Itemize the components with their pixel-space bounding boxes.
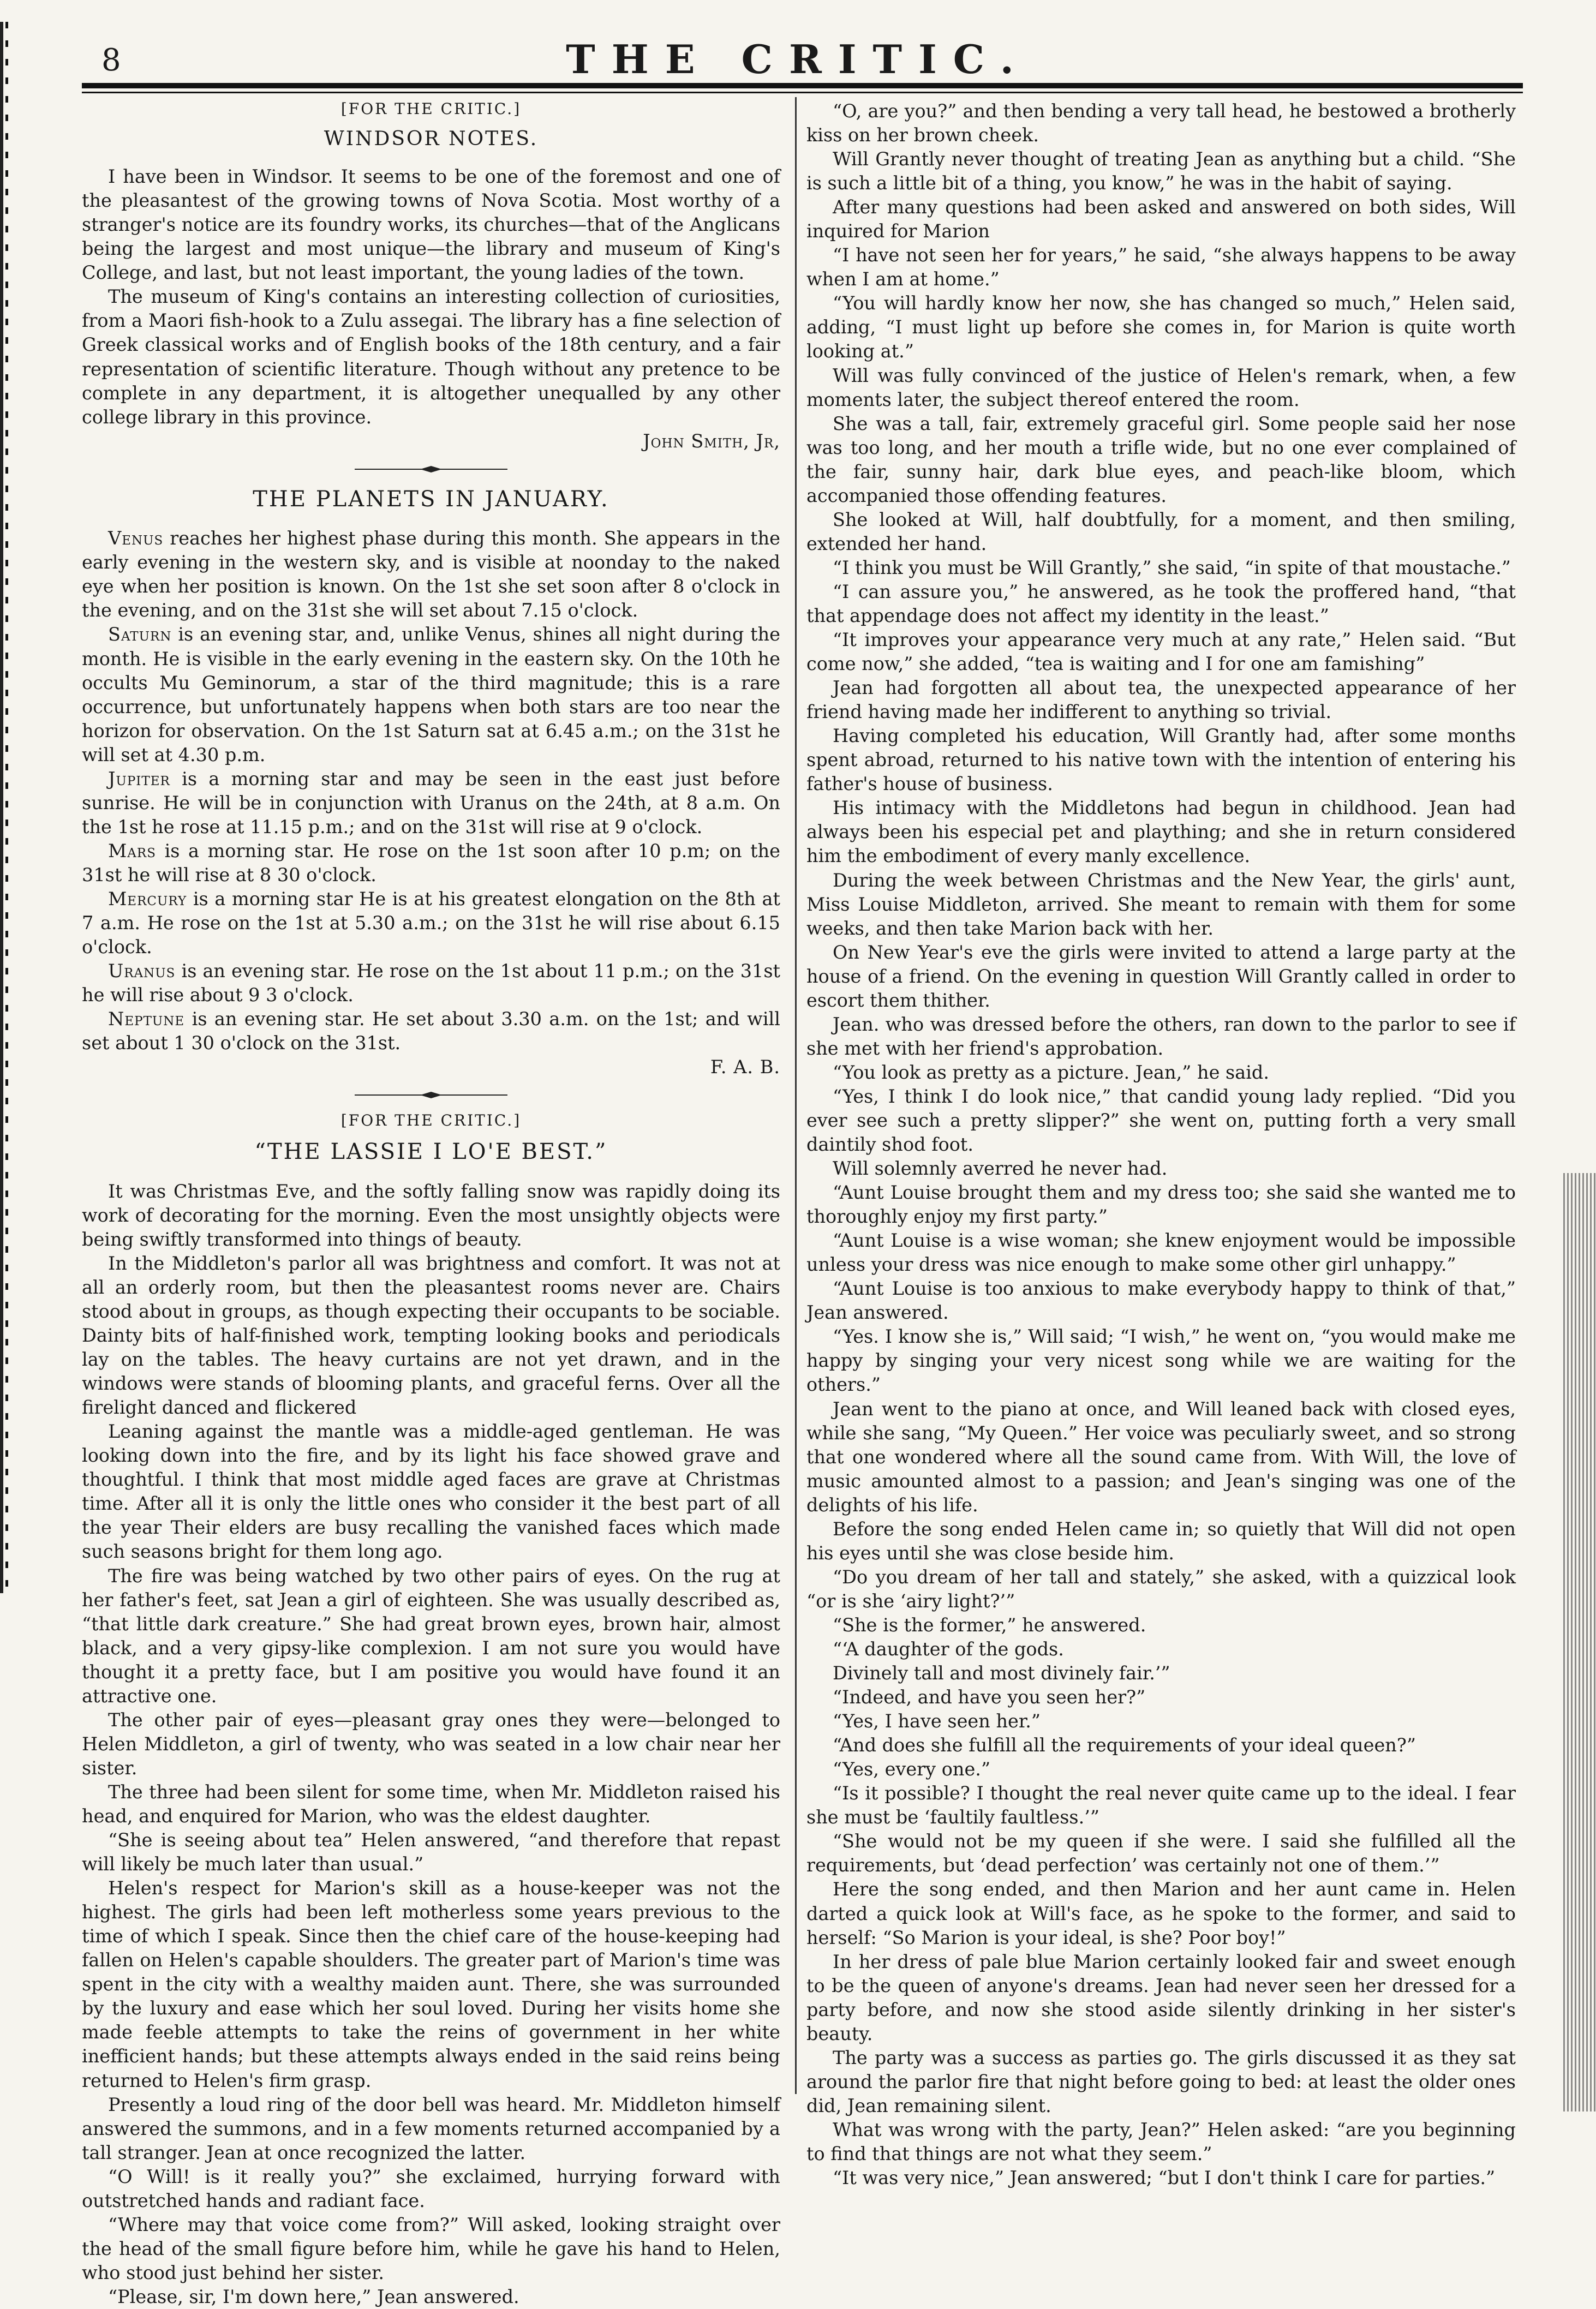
article-planets <box>82 485 780 1080</box>
story-paragraph: “Where may that voice come from?” Will asked, looking straight over the head of the small figure before him, while he gave his hand to Helen, who stood just behind her sister. <box>82 2214 780 2283</box>
planet-list <box>82 527 780 1055</box>
page-number: 8 <box>101 43 121 78</box>
story-paragraph: Before the song ended Helen came in; so quietly that Will did not open his eyes until she was close beside him. <box>806 1518 1516 1564</box>
story-paragraph: Here the song ended, and then Marion and her aunt came in. Helen darted a quick look at Will's face, as he spoke to the former, and said to herself: “So Marion is your ideal, is she? Poor boy!” <box>806 1879 1516 1948</box>
article-title: WINDSOR NOTES. <box>324 127 539 150</box>
story-paragraph: “She is seeing about tea” Helen answered, “and therefore that repast will likely be much later than usual.” <box>82 1829 780 1875</box>
story-paragraph: “Please, sir, I'm down here,” Jean answered. <box>108 2286 519 2307</box>
article-story <box>82 1111 780 2309</box>
column-divider <box>795 97 797 2094</box>
story-paragraph: Divinely tall and most divinely fair.’” <box>833 1662 1170 1684</box>
story-body-right <box>806 99 1516 2190</box>
story-paragraph: “O, are you?” and then bending a very tall head, he bestowed a brotherly kiss on her brown cheek. <box>806 100 1516 146</box>
story-paragraph: The fire was being watched by two other pairs of eyes. On the rug at her father's feet, sat Jean a girl of eighteen. She was usually described as, “that little dark creature.” She had great brown eyes, brown hair, almost black, and a very gipsy-like complexion. I am not sure you would have thought it a pretty face, but I am positive you would have found it an attractive one. <box>82 1565 780 1707</box>
story-paragraph: In the Middleton's parlor all was brightness and comfort. It was not at all an orderly room, but then the pleasantest rooms never are. Chairs stood about in groups, as though expecting their occupants to be sociable. Dainty bits of half-finished work, tempting looking books and periodicals lay on the tables. The heavy curtains are not yet drawn, and in the windows were stands of blooming plants, and graceful ferns. Over all the firelight danced and flickered <box>82 1252 780 1419</box>
story-paragraph: “Aunt Louise is too anxious to make everybody happy to think of that,” Jean answered. <box>806 1278 1516 1324</box>
story-paragraph: “I have not seen her for years,” he said, “she always happens to be away when I am at home.” <box>806 244 1516 290</box>
planet-name: Jupiter <box>108 768 170 789</box>
story-paragraph: “O Will! is it really you?” she exclaimed, hurrying forward with outstretched hands and radiant face. <box>82 2166 780 2211</box>
planet-name: Venus <box>108 528 164 549</box>
planet-text: is a morning star and may be seen in the east just before sunrise. He will be in conjunction with Uranus on the 24th, at 8 a.m. On the 1st he rose at 11.15 p.m.; and on the 31st will rise at 9 o'clock. <box>82 768 780 838</box>
story-paragraph: “Aunt Louise is a wise woman; she knew enjoyment would be impossible unless your dress was nice enough to make some other girl unhappy.” <box>806 1230 1516 1276</box>
planet-name: Saturn <box>108 624 172 645</box>
planet-entry <box>82 767 780 839</box>
story-paragraph: “She is the former,” he answered. <box>833 1614 1146 1636</box>
story-paragraph: Having completed his education, Will Grantly had, after some months spent abroad, returned to his native town with the intention of entering his father's house of business. <box>806 725 1516 795</box>
header-rule-thin <box>82 92 1523 93</box>
story-paragraph: Helen's respect for Marion's skill as a house-keeper was not the highest. The girls had been left motherless some years previous to the time of which I speak. Since then the chief care of the house-keeping had fallen on Helen's capable shoulders. The greater part of Marion's time was spent in the city with a wealthy maiden aunt. There, she was surrounded by the luxury and ease which her soul loved. During her visits home she made feeble attempts to take the reins of government in her white inefficient hands; but these attempts always ended in the said reins being returned to Helen's firm grasp. <box>82 1877 780 2091</box>
story-paragraph: She looked at Will, half doubtfully, for a moment, and then smiling, extended her hand. <box>806 509 1516 554</box>
page-header <box>0 33 1596 82</box>
story-paragraph: Jean had forgotten all about tea, the unexpected appearance of her friend having made her indifferent to anything so trivial. <box>806 677 1516 723</box>
story-paragraph: “I think you must be Will Grantly,” she said, “in spite of that moustache.” <box>833 557 1511 578</box>
story-paragraph: His intimacy with the Middletons had begun in childhood. Jean had always been his especial pet and plaything; and she in return considered him the embodiment of every manly excellence. <box>806 797 1516 867</box>
article-kicker: [FOR THE CRITIC.] <box>340 100 522 118</box>
section-ornament <box>355 465 507 473</box>
planet-entry <box>82 623 780 767</box>
story-paragraph: “‘A daughter of the gods. <box>833 1638 1064 1660</box>
signature-line <box>82 1055 780 1079</box>
header-rule-thick <box>82 83 1523 88</box>
right-column <box>806 99 1516 2190</box>
story-paragraph: “She would not be my queen if she were. I said she fulfilled all the requirements, but ‘dead perfection’ was certainly not one of them.’” <box>806 1831 1516 1876</box>
paragraph: I have been in Windsor. It seems to be one of the foremost and one of the pleasantest of the growing towns of Nova Scotia. Most worthy of a stranger's notice are its foundry works, its churches—that of the Anglicans being the largest and most unique—the library and museum of King's College, and last, but not least important, the young ladies of the town. <box>82 166 780 284</box>
story-paragraph: “Aunt Louise brought them and my dress too; she said she wanted me to thoroughly enjoy my first party.” <box>806 1182 1516 1228</box>
story-paragraph: “It was very nice,” Jean answered; “but I don't think I care for parties.” <box>833 2167 1496 2189</box>
planet-name: Mars <box>108 840 156 862</box>
page-edge-right <box>1563 1173 1596 2111</box>
story-paragraph: Will solemnly averred he never had. <box>833 1158 1168 1180</box>
story-paragraph: “Yes, I have seen her.” <box>833 1710 1041 1732</box>
story-paragraph: “Indeed, and have you seen her?” <box>833 1686 1146 1708</box>
story-paragraph: Jean went to the piano at once, and Will leaned back with closed eyes, while she sang, “My Queen.” Her voice was peculiarly sweet, and so strong that one wondered where all the sound came from. With Will, the love of music amounted almost to a passion; and Jean's singing was one of the delights of his life. <box>806 1398 1516 1516</box>
planet-entry <box>82 1007 780 1055</box>
story-paragraph: Presently a loud ring of the door bell was heard. Mr. Middleton himself answered the summons, and in a few moments returned accompanied by a tall stranger. Jean at once recognized the latter. <box>82 2093 780 2163</box>
planet-text: is an evening star. He rose on the 1st about 11 p.m.; on the 31st he will rise about 9 3 o'clock. <box>82 960 780 1006</box>
planet-entry <box>82 887 780 959</box>
article-windsor-notes <box>82 99 780 453</box>
story-paragraph: “Yes, every one.” <box>833 1758 991 1780</box>
planet-text: reaches her highest phase during this month. She appears in the early evening in the western sky, and is visible at noonday to the naked eye when her position is known. On the 1st she set soon after 8 o'clock in the evening, and on the 31st she will set about 7.15 o'clock. <box>82 528 780 621</box>
planet-name: Uranus <box>108 960 176 982</box>
planet-name: Mercury <box>108 888 187 910</box>
left-column <box>82 99 780 2309</box>
article-title: “THE LASSIE I LO'E BEST.” <box>254 1139 608 1165</box>
story-paragraph: The other pair of eyes—pleasant gray ones they were—belonged to Helen Middleton, a girl of twenty, who was seated in a low chair near her sister. <box>82 1709 780 1779</box>
author-signature: F. A. B. <box>710 1056 780 1078</box>
masthead: THE CRITIC. <box>566 36 1030 82</box>
story-paragraph: “Yes. I know she is,” Will said; “I wish,” he went on, “you would make me happy by singing your very nicest song while we are waiting for the others.” <box>806 1326 1516 1396</box>
planet-text: is an evening star. He set about 3.30 a.m. on the 1st; and will set about 1 30 o'clock on the 31st. <box>82 1008 780 1054</box>
signature-line <box>82 429 780 453</box>
story-paragraph: “Yes, I think I do look nice,” that candid young lady replied. “Did you ever see such a pretty slipper?” she went on, putting forth a very small daintily shod foot. <box>806 1085 1516 1156</box>
story-paragraph: “It improves your appearance very much at any rate,” Helen said. “But come now,” she added, “tea is waiting and I for one am famishing” <box>806 629 1516 675</box>
planet-entry <box>82 527 780 623</box>
story-paragraph: Will Grantly never thought of treating Jean as anything but a child. “She is such a little bit of a thing, you know,” he was in the habit of saying. <box>806 148 1516 194</box>
story-paragraph: The party was a success as parties go. The girls discussed it as they sat around the parlor fire that night before going to bed: at least the older ones did, Jean remaining silent. <box>806 2047 1516 2116</box>
story-paragraph: Leaning against the mantle was a middle-aged gentleman. He was looking down into the fire, and by its light his face showed grave and thoughtful. I think that most middle aged faces are grave at Christmas time. After all it is only the little ones who consider it the best part of all the year Their elders are busy recalling the vanished faces which made such seasons bright for them long ago. <box>82 1421 780 1563</box>
planet-entry <box>82 959 780 1007</box>
author-signature: John Smith, Jr, <box>643 430 780 452</box>
article-title: THE PLANETS IN JANUARY. <box>253 486 609 512</box>
story-paragraph: “You look as pretty as a picture. Jean,” he said. <box>833 1061 1270 1083</box>
planet-name: Neptune <box>108 1008 185 1030</box>
story-paragraph: During the week between Christmas and the New Year, the girls' aunt, Miss Louise Middleton, arrived. She meant to remain with them for some weeks, and then take Marion back with her. <box>806 869 1516 939</box>
paragraph-with-signature <box>82 285 780 429</box>
story-paragraph: “Is it possible? I thought the real never quite came up to the ideal. I fear she must be ‘faultily faultless.’” <box>806 1782 1516 1828</box>
story-paragraph: In her dress of pale blue Marion certainly looked fair and sweet enough to be the queen of anyone's dreams. Jean had never seen her dressed for a party before, and now she stood aside silently drinking in her sister's beauty. <box>806 1951 1516 2044</box>
planet-text: is a morning star He is at his greatest elongation on the 8th at 7 a.m. He rose on the 1st at 5.30 a.m.; on the 31st he will rise about 6.15 o'clock. <box>82 888 780 958</box>
page-edge-left <box>0 22 9 1593</box>
story-paragraph: The three had been silent for some time, when Mr. Middleton raised his head, and enquired for Marion, who was the eldest daughter. <box>82 1781 780 1827</box>
planet-entry <box>82 839 780 887</box>
story-paragraph: What was wrong with the party, Jean?” Helen asked: “are you beginning to find that things are not what they seem.” <box>806 2119 1516 2164</box>
story-paragraph: Will was fully convinced of the justice of Helen's remark, when, a few moments later, the subject thereof entered the room. <box>806 364 1516 410</box>
story-paragraph: “I can assure you,” he answered, as he took the proffered hand, “that that appendage does not affect my identity in the least.” <box>806 581 1516 626</box>
planet-text: is a morning star. He rose on the 1st soon after 10 p.m; on the 31st he will rise at 8 30 o'clock. <box>82 840 780 886</box>
story-body-left <box>82 1180 780 2309</box>
story-paragraph: On New Year's eve the girls were invited to attend a large party at the house of a friend. On the evening in question Will Grantly called in order to escort them thither. <box>806 941 1516 1011</box>
story-paragraph: “Do you dream of her tall and stately,” she asked, with a quizzical look “or is she ‘airy light?’” <box>806 1566 1516 1612</box>
article-kicker: [FOR THE CRITIC.] <box>340 1111 522 1130</box>
story-paragraph: “And does she fulfill all the requirements of your ideal queen?” <box>833 1734 1416 1756</box>
story-paragraph: “You will hardly know her now, she has changed so much,” Helen said, adding, “I must light up before she comes in, for Marion is quite worth looking at.” <box>806 292 1516 362</box>
story-paragraph: She was a tall, fair, extremely graceful girl. Some people said her nose was too long, and her mouth a trifle wide, but no one ever complained of the fair, sunny hair, dark blue eyes, and peach-like bloom, which accompanied those offending features. <box>806 412 1516 506</box>
story-paragraph: It was Christmas Eve, and the softly falling snow was rapidly doing its work of decorating for the morning. Even the most unsightly objects were being swiftly transformed into things of beauty. <box>82 1180 780 1250</box>
paragraph-text: The museum of King's contains an interesting collection of curiosities, from a Maori fish-hook to a Zulu assegai. The library has a fine selection of Greek classical works and of English books of the 18th century, and a fair representation of scientific literature. Though without any pretence to be complete in any department, it is altogether unequalled by any other college library in this province. <box>82 286 780 428</box>
section-ornament <box>355 1091 507 1099</box>
story-paragraph: Jean. who was dressed before the others, ran down to the parlor to see if she met with her friend's approbation. <box>806 1013 1516 1059</box>
planet-text: is an evening star, and, unlike Venus, shines all night during the month. He is visible in the early evening in the eastern sky. On the 10th he occults Mu Geminorum, a star of the third magnitude; this is a rare occurrence, but unfortunately happens when both stars are too near the horizon for observation. On the 1st Saturn sat at 6.45 a.m.; on the 31st he will set at 4.30 p.m. <box>82 624 780 765</box>
story-paragraph: After many questions had been asked and answered on both sides, Will inquired for Marion <box>806 196 1516 242</box>
